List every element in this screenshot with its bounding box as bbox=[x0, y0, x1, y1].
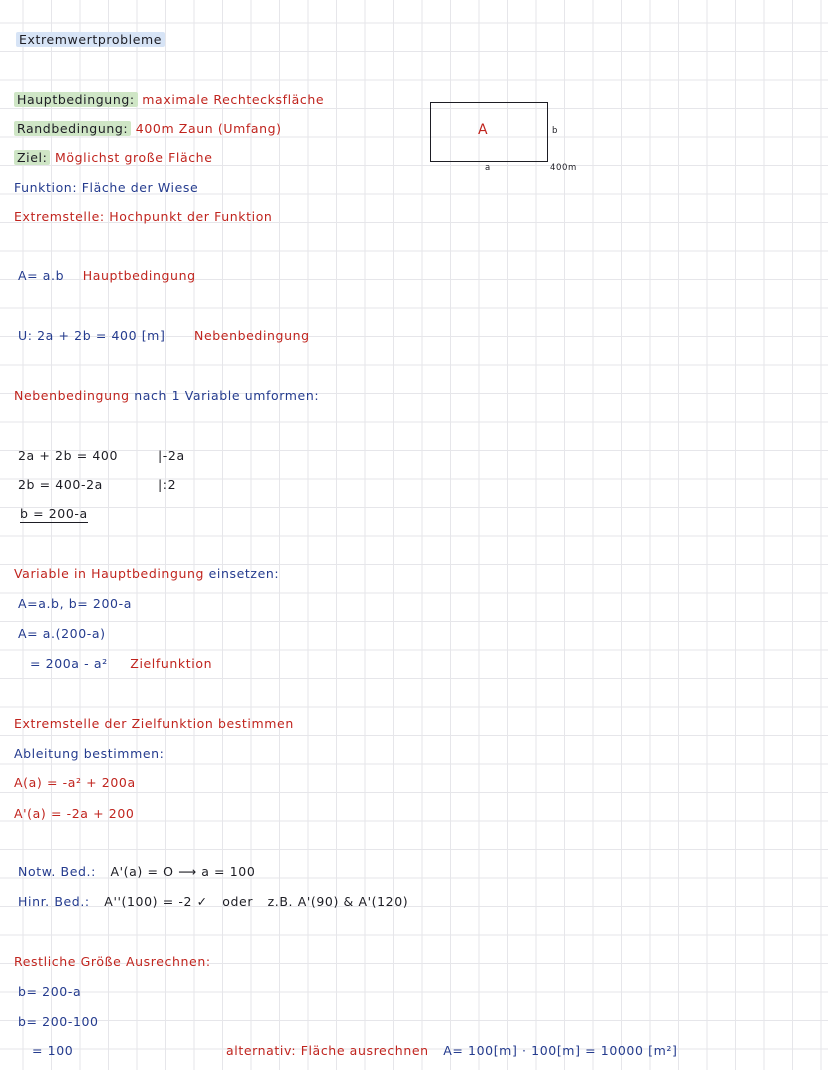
rearrange-line-3: b = 200-a bbox=[20, 506, 88, 521]
hinr-bed-line: Hinr. Bed.: A''(100) = -2 ✓ oder z.B. A'(90) & A'(120) bbox=[18, 894, 409, 909]
perimeter-formula-line bbox=[18, 328, 310, 343]
hauptbedingung-text: maximale Rechtecksfläche bbox=[142, 92, 325, 107]
hauptbedingung-line bbox=[14, 92, 324, 107]
ziel-line bbox=[14, 150, 213, 165]
rearrange-heading: Nebenbedingung nach 1 Variable umformen: bbox=[14, 388, 320, 403]
hauptbedingung-label: Hauptbedingung: bbox=[14, 92, 138, 107]
substitute-line-3-row bbox=[30, 656, 212, 671]
sketch-side-a: a bbox=[485, 163, 491, 173]
sketch-total: 400m bbox=[550, 163, 577, 173]
derivative-heading: Ableitung bestimmen: bbox=[14, 746, 165, 761]
notw-bed-line: Notw. Bed.: A'(a) = O ⟶ a = 100 bbox=[18, 864, 256, 879]
rearrange-line-2: 2b = 400-2a bbox=[18, 477, 103, 492]
perimeter-formula-label: Nebenbedingung bbox=[194, 328, 310, 343]
rest-line-1: b= 200-a bbox=[18, 984, 82, 999]
randbedingung-text: 400m Zaun (Umfang) bbox=[135, 121, 282, 136]
function-line: A(a) = -a² + 200a bbox=[14, 775, 136, 790]
rearrange-op-2: |:2 bbox=[158, 477, 177, 492]
sketch-area-label: A bbox=[478, 122, 489, 138]
rearrange-line-1: 2a + 2b = 400 bbox=[18, 448, 118, 463]
funktion-line: Funktion: Fläche der Wiese bbox=[14, 180, 199, 195]
zielfunktion-label: Zielfunktion bbox=[130, 656, 213, 671]
ziel-label: Ziel: bbox=[14, 150, 50, 165]
substitute-line-1: A=a.b, b= 200-a bbox=[18, 596, 132, 611]
rest-line-2: b= 200-100 bbox=[18, 1014, 99, 1029]
rearrange-op-1: |-2a bbox=[158, 448, 185, 463]
rest-heading: Restliche Größe Ausrechnen: bbox=[14, 954, 211, 969]
perimeter-formula: U: 2a + 2b = 400 [m] bbox=[18, 328, 166, 343]
randbedingung-line bbox=[14, 121, 282, 136]
area-formula-line bbox=[18, 268, 196, 283]
derivative-line: A'(a) = -2a + 200 bbox=[14, 806, 135, 821]
area-formula-label: Hauptbedingung bbox=[82, 268, 196, 283]
page-title: Extremwertprobleme bbox=[16, 32, 165, 47]
area-formula: A= a.b bbox=[18, 268, 65, 283]
ziel-text: Möglichst große Fläche bbox=[55, 150, 213, 165]
alternative-line: alternativ: Fläche ausrechnen A= 100[m] · 100[m] = 10000 [m²] bbox=[226, 1043, 678, 1058]
sketch-side-b: b bbox=[552, 126, 558, 136]
randbedingung-label: Randbedingung: bbox=[14, 121, 131, 136]
rectangle-sketch bbox=[430, 102, 548, 162]
substitute-line-3: = 200a - a² bbox=[30, 656, 108, 671]
substitute-line-2: A= a.(200-a) bbox=[18, 626, 106, 641]
extremum-heading: Extremstelle der Zielfunktion bestimmen bbox=[14, 716, 294, 731]
rest-line-3: = 100 bbox=[32, 1043, 74, 1058]
extremstelle-line: Extremstelle: Hochpunkt der Funktion bbox=[14, 209, 273, 224]
substitute-heading: Variable in Hauptbedingung einsetzen: bbox=[14, 566, 280, 581]
